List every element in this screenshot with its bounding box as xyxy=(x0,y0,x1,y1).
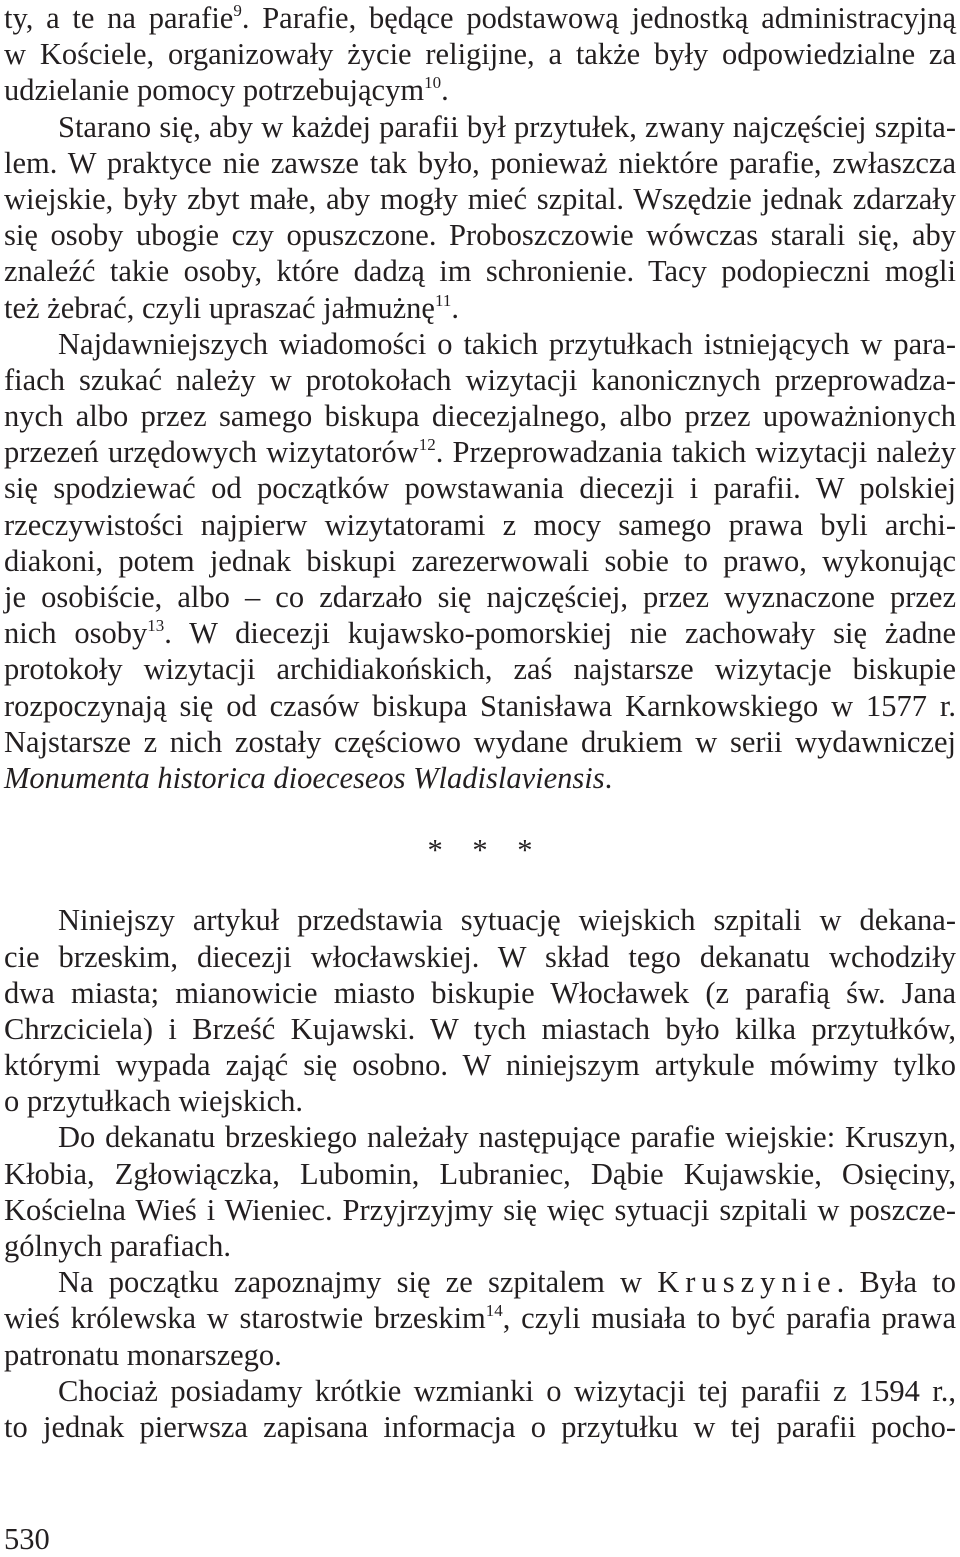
paragraph-2 xyxy=(4,109,956,326)
text-line: lem. W praktyce nie zawsze tak było, ponieważ niektóre parafie, zwłaszcza xyxy=(4,145,956,180)
text-line: rzeczywistości najpierw wizytatorami z mocy samego prawa byli archi- xyxy=(4,507,956,542)
footnote-ref[interactable]: 14 xyxy=(485,1301,503,1321)
paragraph-4 xyxy=(4,902,956,1119)
text-line: nych albo przez samego biskupa diecezjalnego, albo przez upoważnionych xyxy=(4,399,956,434)
text-span: . Przeprowadzania takich wizytacji należy xyxy=(435,435,956,470)
text-span: , czyli musiała to być parafia prawa xyxy=(502,1301,956,1336)
text-line: Do dekanatu brzeskiego należały następujące parafie wiejskie: Kruszyn, xyxy=(58,1120,956,1155)
footnote-ref[interactable]: 12 xyxy=(418,435,436,455)
text-line xyxy=(4,434,956,470)
text-span: . Była to xyxy=(836,1265,956,1300)
text-line: cie brzeskim, diecezji włocławskiej. W skład tego dekanatu wchodziły xyxy=(4,939,956,974)
text-line xyxy=(4,0,956,36)
text-span: . W diecezji kujawsko-pomorskiej nie zachowały się żadne xyxy=(164,616,956,651)
text-line: w Kościele, organizowały życie religijne, a także były odpowiedzialne za xyxy=(4,37,956,72)
text-line xyxy=(4,1300,956,1336)
text-line: Najstarsze z nich zostały częściowo wydane drukiem w serii wydawniczej xyxy=(4,724,956,759)
spacer xyxy=(4,796,956,832)
place-name: Kruszynie xyxy=(657,1265,837,1300)
footnote-ref[interactable]: 11 xyxy=(434,290,452,310)
text-line xyxy=(4,72,956,108)
paragraph-3 xyxy=(4,326,956,796)
page-number: 530 xyxy=(4,1522,50,1556)
text-line: Niniejszy artykuł przedstawia sytuację wiejskich szpitali w dekana- xyxy=(58,903,956,938)
paragraph-1 xyxy=(4,0,956,109)
text-span: . xyxy=(604,760,613,795)
text-line: protokoły wizytacji archidiakońskich, zaś najstarsze wizytacje biskupie xyxy=(4,652,956,687)
page-body xyxy=(4,0,956,1445)
text-line: rozpoczynają się od czasów biskupa Stanisława Karnkowskiego w 1577 r. xyxy=(4,688,956,723)
text-line xyxy=(4,615,956,651)
footnote-ref[interactable]: 9 xyxy=(233,1,242,20)
text-span: też żebrać, czyli upraszać jałmużnę xyxy=(4,290,435,325)
text-line xyxy=(4,290,956,326)
text-span: Na początku zapoznajmy się ze szpitalem w xyxy=(58,1265,658,1300)
series-title: Monumenta historica dioeceseos Wladislaviensis xyxy=(4,760,605,795)
text-line: Kłobia, Zgłowiączka, Lubomin, Lubraniec, Dąbie Kujawskie, Osięciny, xyxy=(4,1156,956,1191)
text-span: przezeń urzędowych wizytatorów xyxy=(4,435,419,470)
paragraph-6 xyxy=(4,1264,956,1373)
text-span: udzielanie pomocy potrzebującym xyxy=(4,73,425,108)
text-line: patronatu monarszego. xyxy=(4,1337,282,1372)
text-line: którymi wypada zająć się osobno. W niniejszym artykule mówimy tylko xyxy=(4,1048,956,1083)
paragraph-5 xyxy=(4,1119,956,1264)
text-line: dwa miasta; mianowicie miasto biskupie Włocławek (z parafią św. Jana xyxy=(4,975,956,1010)
text-line: się spodziewać od początków powstawania diecezji i parafii. W polskiej xyxy=(4,471,956,506)
text-line: fiach szukać należy w protokołach wizytacji kanonicznych przeprowadza- xyxy=(4,362,956,397)
text-line: wiejskie, były zbyt małe, aby mogły mieć szpital. Wszędzie jednak zdarzały xyxy=(4,181,956,216)
text-line: gólnych parafiach. xyxy=(4,1229,231,1263)
text-span: wieś królewska w starostwie brzeskim xyxy=(4,1301,486,1336)
text-line: Kościelna Wieś i Wieniec. Przyjrzyjmy się więc sytuacji szpitali w poszcze- xyxy=(4,1192,956,1227)
text-line: Starano się, aby w każdej parafii był przytułek, zwany najczęściej szpita- xyxy=(58,109,956,144)
text-span: nich osoby xyxy=(4,616,148,651)
text-line: to jednak pierwsza zapisana informacja o przytułku w tej parafii pocho- xyxy=(4,1409,956,1444)
text-span: . xyxy=(441,73,449,108)
text-line xyxy=(4,760,956,796)
text-line: Najdawniejszych wiadomości o takich przytułkach istniejących w para- xyxy=(58,326,956,361)
footnote-ref[interactable]: 10 xyxy=(424,73,442,93)
text-line: się osoby ubogie czy opuszczone. Proboszczowie wówczas starali się, aby xyxy=(4,218,956,253)
paragraph-7 xyxy=(4,1373,956,1445)
text-line: Chociaż posiadamy krótkie wzmianki o wizytacji tej parafii z 1594 r., xyxy=(58,1373,956,1408)
text-span: . Parafie, będące podstawową jednostką administracyjną xyxy=(241,1,956,35)
spacer xyxy=(4,868,956,902)
text-line: o przytułkach wiejskich. xyxy=(4,1084,303,1119)
text-line xyxy=(4,1264,956,1300)
text-line: Chrzciciela) i Brześć Kujawski. W tych miastach było kilka przytułków, xyxy=(4,1011,956,1046)
text-line: je osobiście, albo – co zdarzało się najczęściej, przez wyznaczone przez xyxy=(4,580,956,614)
section-separator: * * * xyxy=(427,833,533,868)
text-line: znaleźć takie osoby, które dadzą im schronienie. Tacy podopieczni mogli xyxy=(4,254,956,289)
text-span: . xyxy=(451,290,459,325)
footnote-ref[interactable]: 13 xyxy=(147,616,165,636)
text-span: ty, a te na parafie xyxy=(4,1,234,35)
text-line: diakoni, potem jednak biskupi zarezerwowali sobie to prawo, wykonując xyxy=(4,543,956,578)
